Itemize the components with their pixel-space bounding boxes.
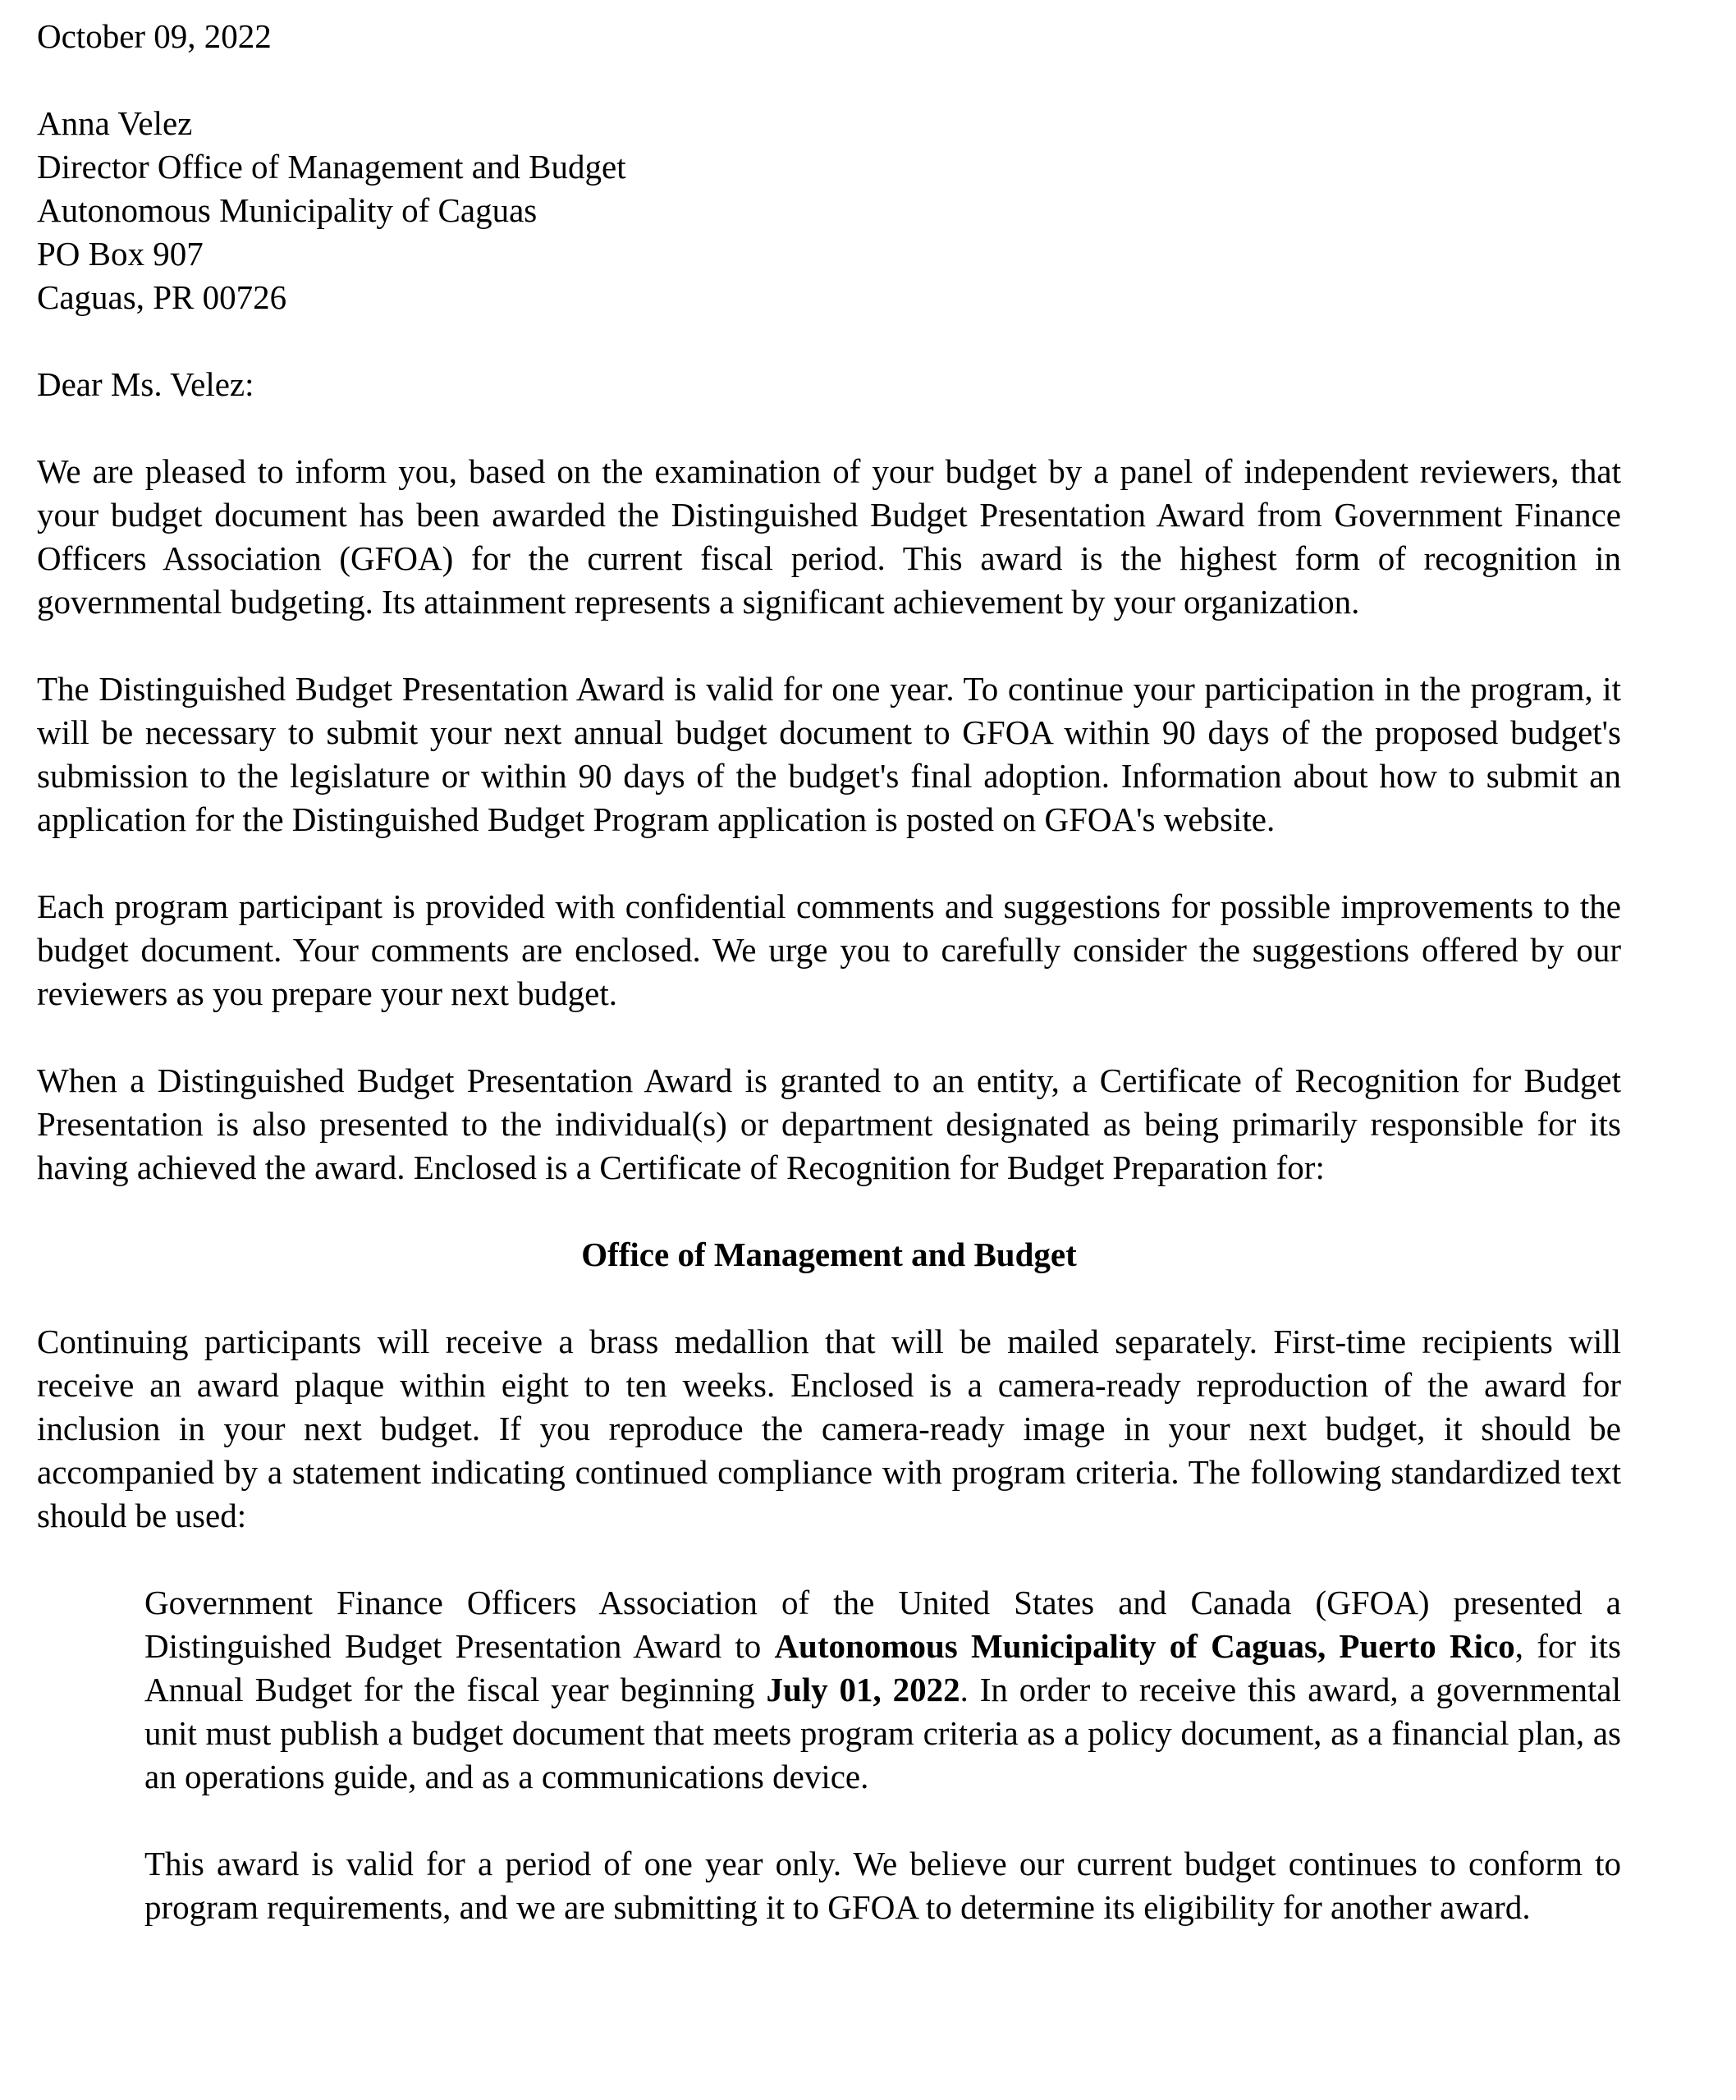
validity-paragraph: This award is valid for a period of one year only. We believe our current budget continues to conform to program requirements, and we are submitting it to GFOA to determine its eligibility for another award. (144, 1845, 1621, 1926)
body-paragraph-2: The Distinguished Budget Presentation Award is valid for one year. To continue your participation in the program, it will be necessary to submit your next annual budget document to GFOA within 90 days of the proposed budget's submission to the legislature or within 90 days of the budget's final adoption. Information about how to submit an application for the Distinguished Budget Program application is posted on GFOA's website. (37, 670, 1621, 838)
recipient-organization: Autonomous Municipality of Caguas (37, 191, 538, 229)
designated-department: Office of Management and Budget (581, 1236, 1077, 1273)
standardized-text-part3: . In order to receive this award, a governmental unit must publish a budget document that meets program criteria as a policy document, as a financial plan, as an operations guide, and as a communications device. (144, 1671, 1621, 1795)
salutation: Dear Ms. Velez: (37, 365, 254, 403)
recipient-po-box: PO Box 907 (37, 235, 204, 273)
body-paragraph-5: Continuing participants will receive a brass medallion that will be mailed separately. First-time recipients will receive an award plaque within eight to ten weeks. Enclosed is a camera-ready reproduction of the award for inclusion in your next budget. If you reproduce the camera-ready image in your next budget, it should be accompanied by a statement indicating continued compliance with program criteria. The following standardized text should be used: (37, 1323, 1621, 1534)
standardized-text-entity: Autonomous Municipality of Caguas, Puerto Rico (774, 1627, 1515, 1665)
recipient-city-state-zip: Caguas, PR 00726 (37, 278, 287, 316)
standardized-text-part1: Government Finance Officers Association of the United States and Canada (GFOA) presented a Distinguished Budget Presentation Award to (144, 1584, 1621, 1665)
standardized-text-paragraph (144, 1581, 1621, 1799)
letter-date: October 09, 2022 (37, 17, 272, 55)
recipient-title: Director Office of Management and Budget (37, 148, 626, 186)
body-paragraph-1: We are pleased to inform you, based on the examination of your budget by a panel of independent reviewers, that your budget document has been awarded the Distinguished Budget Presentation Award from Government Finance Officers Association (GFOA) for the current fiscal period. This award is the highest form of recognition in governmental budgeting. Its attainment represents a significant achievement by your organization. (37, 452, 1621, 621)
body-paragraph-3: Each program participant is provided with confidential comments and suggestions for possible improvements to the budget document. Your comments are enclosed. We urge you to carefully consider the suggestions offered by our reviewers as you prepare your next budget. (37, 887, 1621, 1012)
standardized-text-block (144, 1581, 1621, 1929)
body-paragraph-4: When a Distinguished Budget Presentation Award is granted to an entity, a Certificate of Recognition for Budget Presentation is also presented to the individual(s) or department designated as being primarily responsible for its having achieved the award. Enclosed is a Certificate of Recognition for Budget Preparation for: (37, 1061, 1621, 1186)
recipient-address-block (37, 102, 1621, 319)
recipient-name: Anna Velez (37, 104, 193, 142)
standardized-text-fiscal-date: July 01, 2022 (766, 1671, 960, 1708)
standardized-text-part2: , for its Annual Budget for the fiscal year beginning (144, 1627, 1621, 1708)
